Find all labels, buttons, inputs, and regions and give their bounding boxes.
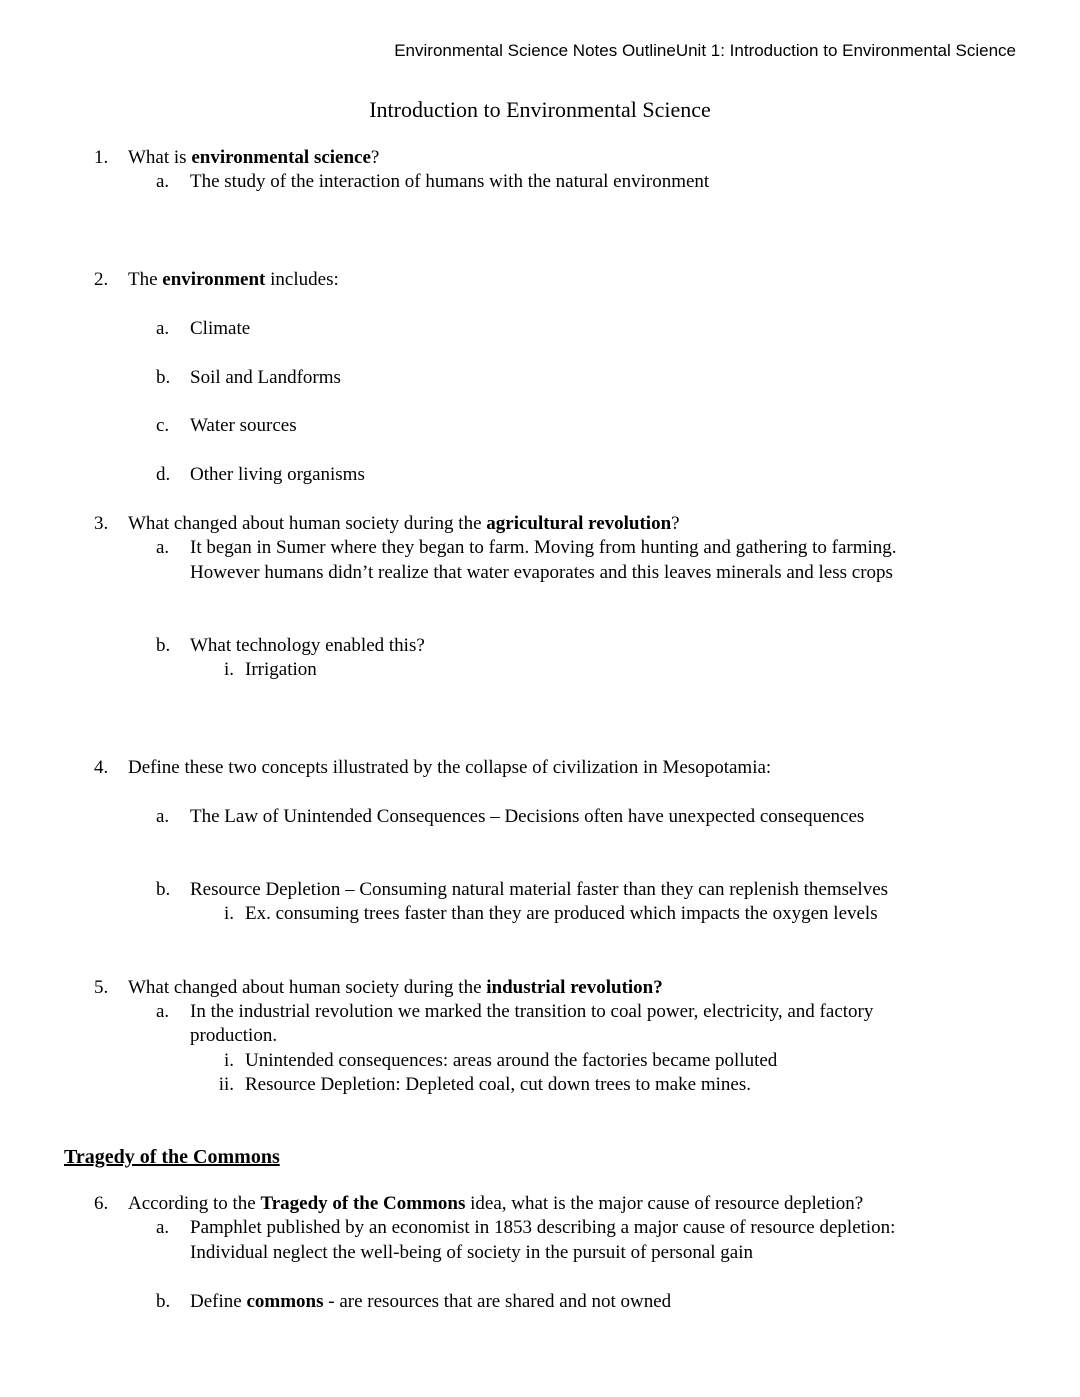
item-marker: a. <box>156 805 170 827</box>
outline-item-1a <box>64 170 1016 194</box>
item-text: In the industrial revolution we marked the transition to coal power, electricity, and factory production. <box>190 1001 874 1047</box>
item-marker: a. <box>156 537 170 559</box>
item-marker: 6. <box>94 1193 109 1215</box>
item-text: What changed about human society during the agricultural revolution? <box>128 512 680 534</box>
outline-item-2 <box>64 268 1016 292</box>
page-header <box>64 41 1016 61</box>
item-marker: 5. <box>94 976 109 998</box>
item-text: Ex. consuming trees faster than they are produced which impacts the oxygen levels <box>245 903 878 925</box>
item-marker: b. <box>156 635 171 656</box>
item-text: Define these two concepts illustrated by the collapse of civilization in Mesopotamia: <box>128 757 772 778</box>
item-text: The Law of Unintended Consequences – Decisions often have unexpected consequences <box>190 805 865 827</box>
item-text: Soil and Landforms <box>190 366 341 388</box>
item-text: Climate <box>190 317 251 339</box>
item-marker: 3. <box>94 512 109 534</box>
item-marker: 2. <box>94 269 109 290</box>
outline-item-4 <box>64 756 1016 780</box>
item-text: Resource Depletion – Consuming natural material faster than they can replenish themselves <box>190 879 889 900</box>
outline-item-4b-i <box>64 902 1016 926</box>
outline-item-4b <box>64 878 1016 902</box>
item-marker: a. <box>156 171 170 193</box>
outline-item-5a <box>64 1000 1016 1049</box>
outline-item-3 <box>64 512 1016 536</box>
outline-item-2d <box>64 463 1016 487</box>
outline-item-1 <box>64 146 1016 170</box>
outline-item-5a-ii <box>64 1073 1016 1097</box>
item-text: Pamphlet published by an economist in 1853 describing a major cause of resource depletion: Individual neglect the well-being of society in the pursuit of personal gain <box>190 1217 896 1263</box>
item-marker: b. <box>156 879 171 900</box>
outline-item-6a <box>64 1216 1016 1265</box>
item-marker: 4. <box>94 757 109 778</box>
item-marker: b. <box>156 1290 171 1312</box>
item-marker: i. <box>223 903 234 925</box>
outline-item-5 <box>64 976 1016 1000</box>
header-unit-title: Unit 1: Introduction to Environmental Science <box>675 41 1016 60</box>
item-text: The environment includes: <box>128 269 339 290</box>
outline-item-4a <box>64 805 1016 829</box>
outline-item-3b <box>64 634 1016 658</box>
outline-item-3b-i <box>64 658 1016 682</box>
item-text: Irrigation <box>245 659 317 681</box>
item-marker: i. <box>223 659 234 681</box>
item-marker: i. <box>223 1049 234 1071</box>
item-marker: b. <box>156 366 171 388</box>
item-text: Water sources <box>190 415 297 437</box>
item-text: According to the Tragedy of the Commons idea, what is the major cause of resource depletion? <box>128 1193 864 1215</box>
item-text: Resource Depletion: Depleted coal, cut down trees to make mines. <box>245 1074 751 1096</box>
outline-item-5a-i <box>64 1049 1016 1073</box>
item-text: Other living organisms <box>190 464 365 486</box>
outline-item-6 <box>64 1192 1016 1216</box>
item-text: What changed about human society during the industrial revolution? <box>128 976 663 998</box>
item-marker: ii. <box>218 1074 234 1096</box>
outline-item-2c <box>64 414 1016 438</box>
item-text: What technology enabled this? <box>190 635 425 656</box>
outline-item-3a <box>64 536 1016 585</box>
item-text: The study of the interaction of humans with the natural environment <box>190 171 710 193</box>
item-text: What is environmental science? <box>128 147 380 168</box>
header-doc-name: Environmental Science Notes Outline <box>394 41 676 60</box>
item-marker: a. <box>156 1217 170 1239</box>
outline-item-6b <box>64 1290 1016 1314</box>
item-text: It began in Sumer where they began to farm. Moving from hunting and gathering to farming. However humans didn’t realize that water evaporates and this leaves minerals and less crops <box>190 537 897 583</box>
outline-item-2a <box>64 317 1016 341</box>
document-title: Introduction to Environmental Science <box>369 97 711 122</box>
item-text: Define commons - are resources that are shared and not owned <box>190 1290 672 1312</box>
item-text: Unintended consequences: areas around the factories became polluted <box>245 1049 778 1071</box>
outline-item-2b <box>64 366 1016 390</box>
item-marker: 1. <box>94 147 109 168</box>
item-marker: a. <box>156 1001 170 1023</box>
item-marker: d. <box>156 464 171 486</box>
section-heading: Tragedy of the Commons <box>64 1145 280 1168</box>
item-marker: c. <box>156 415 170 437</box>
item-marker: a. <box>156 317 170 339</box>
